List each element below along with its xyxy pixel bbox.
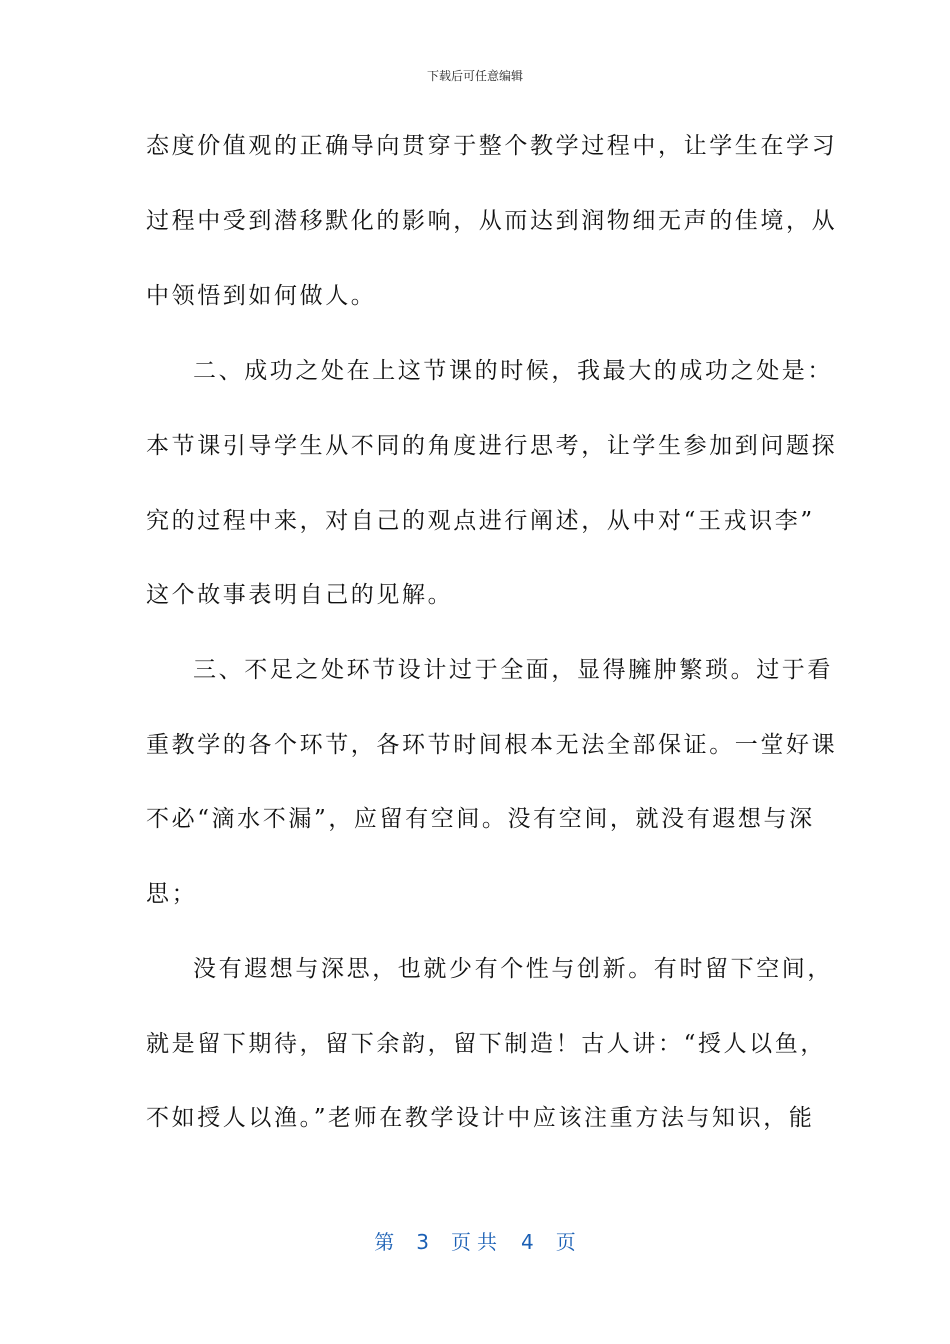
- paragraph-line: 过程中受到潜移默化的影响，从而达到润物细无声的佳境，从: [146, 208, 838, 234]
- paragraph-line: 中领悟到如何做人。: [146, 283, 377, 309]
- paragraph-line: 思；: [146, 881, 198, 907]
- paragraph-line: 就是留下期待，留下余韵，留下制造！古人讲：“授人以鱼，: [146, 1031, 826, 1057]
- footer-middle: 页共: [451, 1230, 503, 1254]
- paragraph-line: 这个故事表明自己的见解。: [146, 582, 454, 608]
- paragraph-line: 不如授人以渔。”老师在教学设计中应该注重方法与知识，能: [146, 1105, 815, 1131]
- paragraph-line: 三、不足之处环节设计过于全面，显得臃肿繁琐。过于看: [193, 657, 833, 683]
- header-note: 下载后可任意编辑: [426, 69, 523, 83]
- paragraph-line: 究的过程中来，对自己的观点进行阐述，从中对“王戎识李”: [146, 508, 815, 534]
- page-footer: [0, 1226, 950, 1255]
- footer-suffix: 页: [555, 1230, 576, 1254]
- paragraph-line: 态度价值观的正确导向贯穿于整个教学过程中，让学生在学习: [146, 133, 838, 159]
- paragraph-line: 没有遐想与深思，也就少有个性与创新。有时留下空间，: [193, 956, 833, 982]
- paragraph-line: 二、成功之处在上这节课的时候，我最大的成功之处是：: [193, 358, 833, 384]
- total-pages-number: 4: [521, 1230, 534, 1254]
- current-page-number: 3: [416, 1230, 429, 1254]
- paragraph-line: 本节课引导学生从不同的角度进行思考，让学生参加到问题探: [146, 433, 838, 459]
- paragraph-line: 重教学的各个环节，各环节时间根本无法全部保证。一堂好课: [146, 732, 838, 758]
- footer-prefix: 第: [374, 1230, 395, 1254]
- paragraph-line: 不必“滴水不漏”，应留有空间。没有空间，就没有遐想与深: [146, 806, 815, 832]
